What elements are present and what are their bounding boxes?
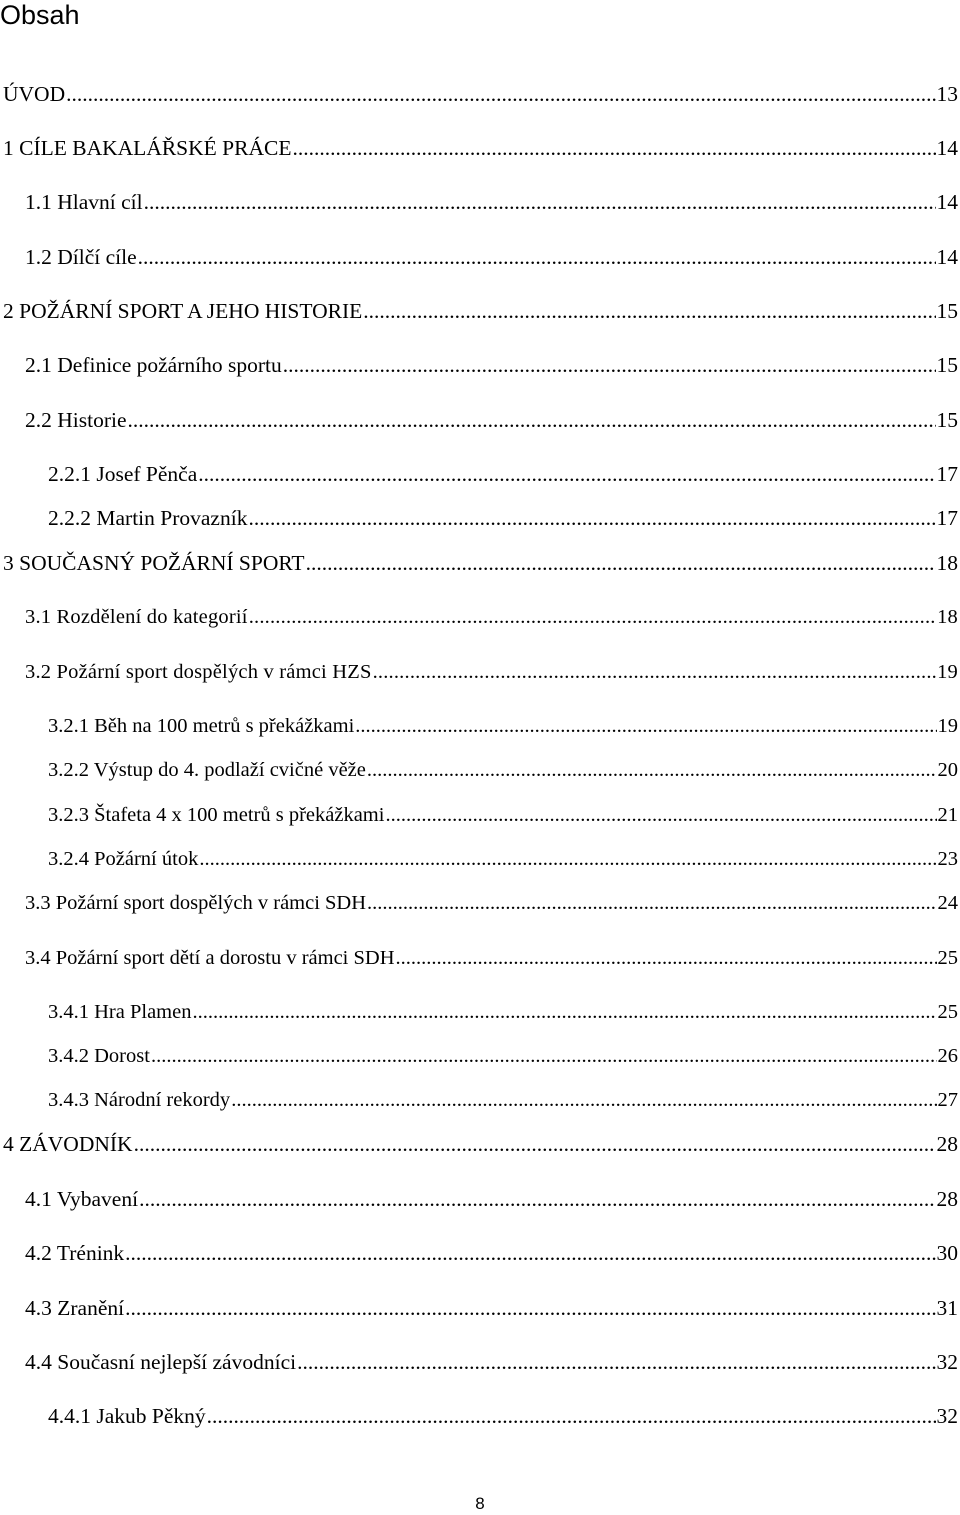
toc-entry-page: 24 [937,892,958,914]
toc-entry-title: 3.3 Požární sport dospělých v rámci SDH [25,892,367,914]
toc-entry-page: 15 [936,299,958,323]
toc-entry-page: 23 [937,848,958,870]
toc-entry-page: 25 [937,1001,958,1023]
toc-entry-3-4-3[interactable] [48,1086,958,1114]
dot-leader [125,1294,935,1322]
toc-entry-page: 20 [937,759,958,781]
toc-entry-page: 31 [936,1296,958,1320]
toc-entry-1-2[interactable] [25,243,958,271]
toc-entry-3-3[interactable] [25,889,958,917]
toc-entry-2-2-1[interactable] [48,460,958,488]
toc-entry-title: 4.2 Trénink [25,1241,125,1265]
toc-entry-title: 1.1 Hlavní cíl [25,190,143,214]
toc-entry-3-4-2[interactable] [48,1042,958,1070]
dot-leader [248,504,935,532]
dot-leader [125,1239,935,1267]
toc-entry-title: 3.2.3 Štafeta 4 x 100 metrů s překážkami [48,804,385,826]
toc-entry-title: 2.2.2 Martin Provazník [48,506,248,530]
toc-entry-1-1[interactable] [25,188,958,216]
toc-entry-page: 28 [936,1132,958,1156]
toc-entry-title: 4.4 Současní nejlepší závodníci [25,1350,297,1374]
toc-entry-title: 3.1 Rozdělení do kategorií [25,606,248,628]
toc-entry-title: 2.2 Historie [25,408,127,432]
toc-entry-4-4[interactable] [25,1348,958,1376]
toc-entry-2-2[interactable] [25,406,958,434]
toc-entry-page: 17 [936,506,958,530]
toc-entry-page: 13 [936,82,958,106]
dot-leader [292,134,935,162]
toc-entry-3-2-2[interactable] [48,756,958,784]
toc-entry-title: 4 ZÁVODNÍK [3,1132,133,1156]
toc-entry-3-2-1[interactable] [48,712,958,740]
toc-entry-title: 2.1 Definice požárního sportu [25,353,282,377]
dot-leader [297,1348,935,1376]
toc-entry-title: 2 POŽÁRNÍ SPORT A JEHO HISTORIE [3,299,363,323]
toc-entry-page: 18 [937,606,958,628]
toc-entry-2-1[interactable] [25,351,958,379]
dot-leader [385,801,936,829]
dot-leader [128,406,936,434]
toc-entry-page: 14 [936,190,958,214]
toc-entry-title: 3 SOUČASNÝ POŽÁRNÍ SPORT [3,551,305,575]
toc-entry-3-4-1[interactable] [48,998,958,1026]
toc-entry-2-2-2[interactable] [48,504,958,532]
toc-entry-page: 19 [937,661,958,683]
toc-entry-title: 3.2.2 Výstup do 4. podlaží cvičné věže [48,759,366,781]
toc-entry-3-1[interactable] [25,603,958,631]
dot-leader [144,188,936,216]
dot-leader [355,712,936,740]
dot-leader [134,1130,936,1158]
toc-entry-3-4[interactable] [25,944,958,972]
dot-leader [396,944,937,972]
toc-entry-page: 21 [937,804,958,826]
dot-leader [151,1042,937,1070]
toc-entry-3-2-4[interactable] [48,845,958,873]
dot-leader [207,1402,936,1430]
toc-entry-title: 1.2 Dílčí cíle [25,245,137,269]
toc-entry-title: ÚVOD [3,82,66,106]
toc-entry-title: 4.1 Vybavení [25,1187,139,1211]
dot-leader [283,351,936,379]
dot-leader [199,845,936,873]
toc-entry-title: 2.2.1 Josef Pěnča [48,462,198,486]
toc-entry-uvod[interactable] [3,80,958,108]
toc-entry-3-2[interactable] [25,658,958,686]
toc-entry-4-1[interactable] [25,1185,958,1213]
dot-leader [231,1086,936,1114]
toc-entry-page: 15 [936,353,958,377]
toc-entry-1[interactable] [3,134,958,162]
toc-entry-page: 14 [936,245,958,269]
dot-leader [198,460,935,488]
toc-entry-4-3[interactable] [25,1294,958,1322]
toc-entry-title: 3.4.3 Národní rekordy [48,1089,231,1111]
toc-entry-page: 18 [936,551,958,575]
toc-entry-4-4-1[interactable] [48,1402,958,1430]
toc-entry-title: 3.4.1 Hra Plamen [48,1001,192,1023]
toc-entry-page: 27 [937,1089,958,1111]
toc-entry-4-2[interactable] [25,1239,958,1267]
toc-entry-page: 26 [937,1045,958,1067]
dot-leader [373,658,937,686]
toc-entry-page: 17 [936,462,958,486]
toc-entry-4[interactable] [3,1130,958,1158]
page-title: Obsah [0,0,80,30]
toc-entry-page: 32 [936,1404,958,1428]
toc-entry-page: 19 [937,715,958,737]
toc-entry-title: 3.2 Požární sport dospělých v rámci HZS [25,661,372,683]
toc-entry-title: 4.4.1 Jakub Pěkný [48,1404,206,1428]
dot-leader [306,549,936,577]
toc-entry-title: 3.4 Požární sport dětí a dorostu v rámci SDH [25,947,395,969]
toc-entry-title: 3.4.2 Dorost [48,1045,150,1067]
dot-leader [138,243,936,271]
toc-entry-title: 4.3 Zranění [25,1296,125,1320]
page-number: 8 [475,1494,485,1513]
dot-leader [139,1185,935,1213]
toc-entry-page: 15 [936,408,958,432]
dot-leader [249,603,936,631]
toc-entry-3[interactable] [3,549,958,577]
toc-entry-title: 3.2.4 Požární útok [48,848,199,870]
toc-entry-page: 30 [936,1241,958,1265]
dot-leader [363,297,935,325]
dot-leader [192,998,936,1026]
toc-entry-page: 32 [936,1350,958,1374]
dot-leader [367,756,937,784]
toc-entry-title: 1 CÍLE BAKALÁŘSKÉ PRÁCE [3,136,292,160]
toc-entry-3-2-3[interactable] [48,801,958,829]
dot-leader [66,80,935,108]
toc-entry-page: 25 [937,947,958,969]
toc-entry-2[interactable] [3,297,958,325]
toc-entry-page: 14 [936,136,958,160]
toc-entry-title: 3.2.1 Běh na 100 metrů s překážkami [48,715,355,737]
toc-entry-page: 28 [936,1187,958,1211]
dot-leader [367,889,936,917]
